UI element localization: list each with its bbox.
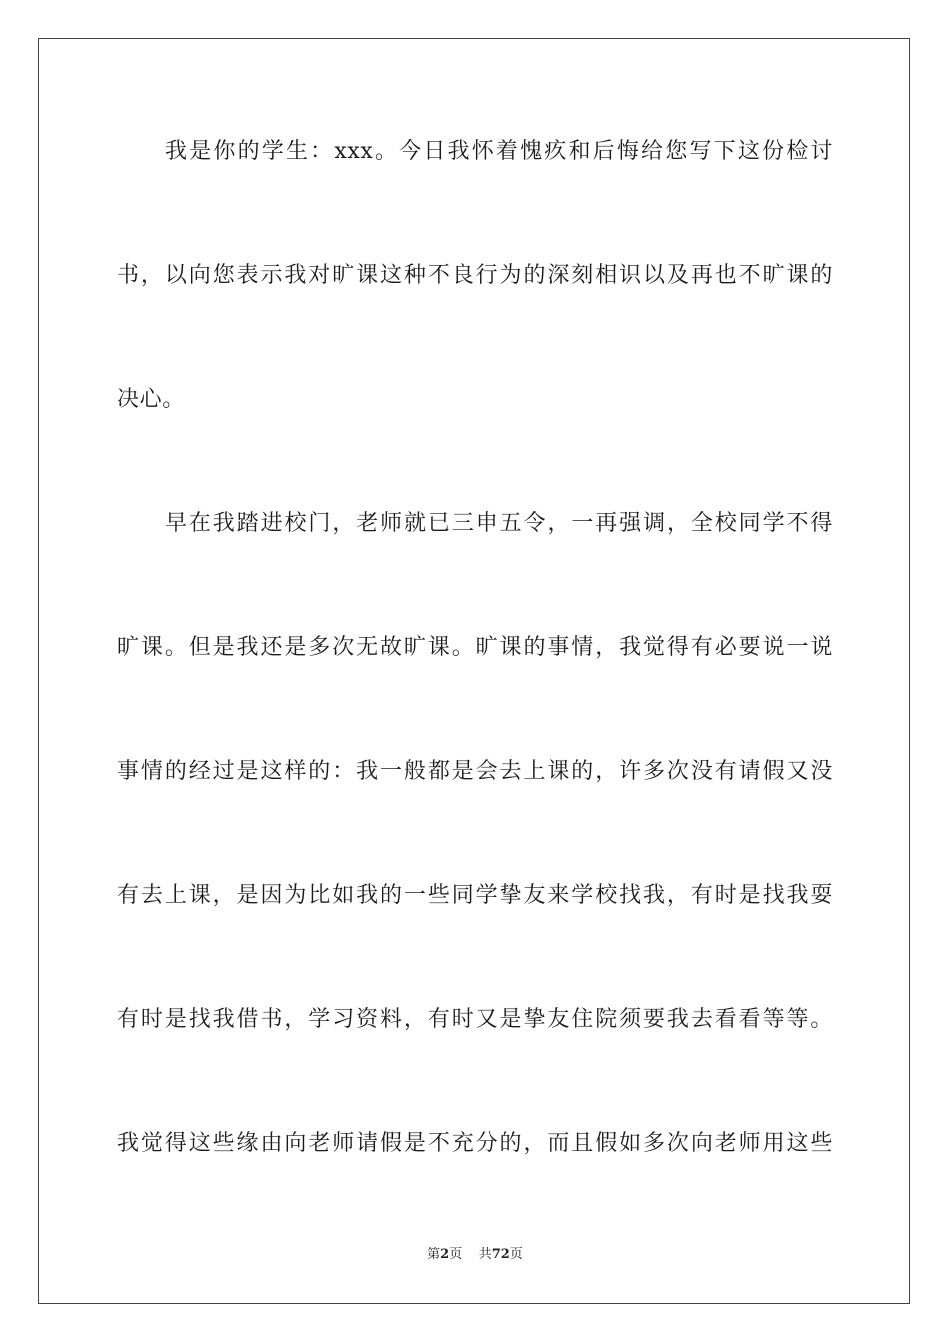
page-prefix: 第 [427, 1247, 441, 1262]
paragraph-line: 我觉得这些缘由向老师请假是不充分的，而且假如多次向老师用这些 [117, 1131, 833, 1156]
paragraph-line: 有时是找我借书，学习资料，有时又是挚友住院须要我去看看等等。 [117, 1007, 833, 1032]
paragraph-line: 早在我踏进校门，老师就已三申五令，一再强调，全校同学不得 [165, 511, 833, 536]
page-footer [0, 1246, 950, 1264]
paragraph-line: 事情的经过是这样的：我一般都是会去上课的，许多次没有请假又没 [117, 759, 833, 784]
page-suffix: 页 [449, 1247, 463, 1262]
paragraph-line: 有去上课，是因为比如我的一些同学挚友来学校找我，有时是找我耍 [117, 883, 833, 908]
total-suffix: 页 [509, 1247, 523, 1262]
total-prefix: 共 [478, 1247, 492, 1262]
paragraph-line: 我是你的学生：xxx。今日我怀着愧疚和后悔给您写下这份检讨 [165, 139, 833, 164]
total-pages: 72 [491, 1247, 510, 1262]
paragraph-line: 决心。 [117, 387, 185, 412]
page-number: 2 [440, 1247, 450, 1262]
paragraph-line: 书，以向您表示我对旷课这种不良行为的深刻相识以及再也不旷课的 [117, 263, 833, 288]
paragraph-line: 旷课。但是我还是多次无故旷课。旷课的事情，我觉得有必要说一说 [117, 635, 833, 660]
page-border [38, 38, 910, 1304]
